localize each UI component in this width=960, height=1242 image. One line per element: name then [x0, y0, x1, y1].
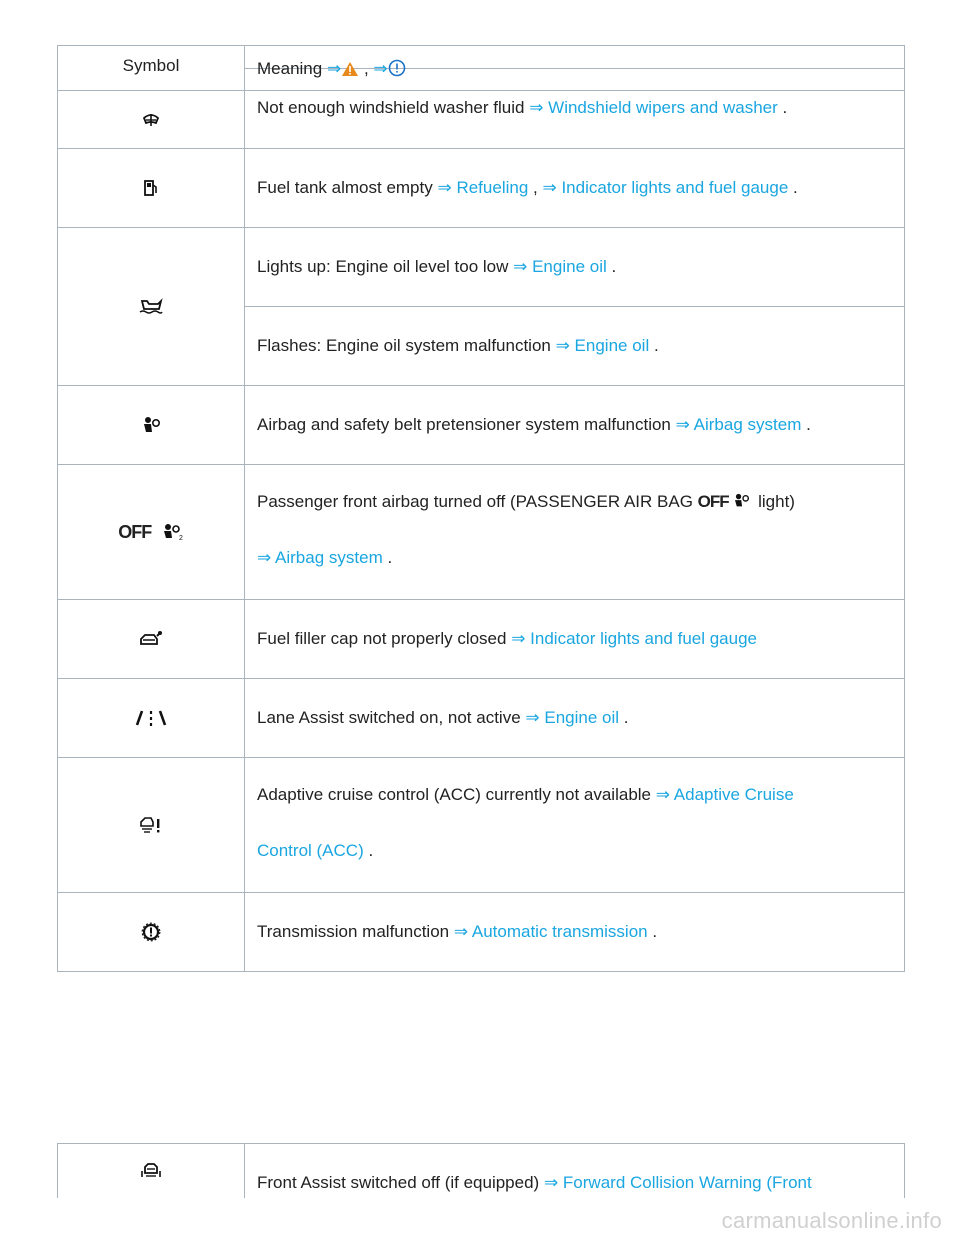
row-suffix: .	[782, 98, 788, 117]
row-suffix: .	[653, 336, 659, 355]
row-text: Transmission malfunction	[257, 922, 450, 941]
symbol-cell	[58, 91, 245, 149]
engine-oil-link[interactable]: ⇒ Engine oil	[525, 708, 620, 727]
meaning-cell	[245, 758, 905, 893]
table-row	[58, 1144, 905, 1198]
front-assist-icon	[140, 1161, 162, 1181]
row-suffix: .	[652, 922, 658, 941]
symbol-header: Symbol	[122, 56, 180, 75]
table-row	[58, 600, 905, 679]
warning-lights-table	[57, 45, 905, 972]
meaning-header	[257, 59, 406, 79]
airbag-link[interactable]: ⇒ Airbag system	[257, 548, 383, 567]
meaning-cell	[245, 679, 905, 758]
symbol-header-cell	[58, 46, 245, 91]
meaning-header-cell	[245, 46, 905, 91]
row-suffix: .	[368, 841, 374, 860]
info-circle-icon	[388, 59, 406, 77]
row-link-line	[257, 840, 904, 862]
lane-assist-icon	[133, 709, 169, 727]
table-row	[58, 893, 905, 972]
table-row	[58, 679, 905, 758]
meaning-cell	[245, 228, 905, 307]
passenger-airbag-icon	[162, 523, 184, 541]
row-separator: ,	[533, 178, 538, 197]
table-row	[58, 149, 905, 228]
washer-link[interactable]: ⇒ Windshield wipers and washer	[529, 98, 778, 117]
table-row	[58, 228, 905, 307]
row-text: Fuel tank almost empty	[257, 178, 433, 197]
info-link-arrow[interactable]: ⇒	[373, 59, 388, 78]
meaning-cell	[245, 386, 905, 465]
row-text: Airbag and safety belt pretensioner system malfunction	[257, 415, 671, 434]
fuel-pump-icon	[143, 179, 159, 197]
symbol-cell	[58, 600, 245, 679]
table-row	[58, 758, 905, 893]
oil-can-icon	[139, 297, 163, 315]
warning-link-arrow[interactable]: ⇒	[326, 59, 342, 78]
fuel-cap-icon	[139, 630, 163, 648]
airbag-link[interactable]: ⇒ Airbag system	[675, 415, 802, 434]
fuel-gauge-link[interactable]: ⇒ Indicator lights and fuel gauge	[542, 178, 789, 197]
symbol-cell	[58, 386, 245, 465]
inline-passenger-airbag-icon	[733, 493, 753, 509]
row-text: Lights up: Engine oil level too low	[257, 257, 509, 276]
row-text: Adaptive cruise control (ACC) currently not available	[257, 785, 652, 804]
acc-unavailable-icon	[139, 816, 163, 834]
acc-link-continued[interactable]: Control (ACC)	[257, 841, 364, 860]
front-assist-link[interactable]: ⇒ Forward Collision Warning (Front	[543, 1173, 812, 1192]
meaning-cell	[245, 465, 905, 600]
table-row	[58, 91, 905, 149]
symbol-cell	[58, 679, 245, 758]
row-suffix: .	[806, 415, 811, 434]
row-text: Lane Assist switched on, not active	[257, 708, 521, 727]
meaning-label: Meaning	[257, 59, 323, 78]
meaning-cell	[245, 91, 905, 149]
row-text: Flashes: Engine oil system malfunction	[257, 336, 551, 355]
fuel-gauge-link[interactable]: ⇒ Indicator lights and fuel gauge	[511, 629, 757, 648]
transmission-icon	[141, 922, 161, 942]
meaning-cell	[245, 893, 905, 972]
row-suffix: .	[793, 178, 798, 197]
symbol-cell	[58, 465, 245, 600]
row-link-line	[257, 547, 904, 569]
refueling-link[interactable]: ⇒ Refueling	[437, 178, 529, 197]
row-suffix: .	[387, 548, 393, 567]
row-text: Passenger front airbag turned off (PASSENGER AIR BAG	[257, 492, 693, 511]
warning-triangle-icon	[341, 61, 359, 77]
engine-oil-link[interactable]: ⇒ Engine oil	[555, 336, 650, 355]
row-text: Not enough windshield washer fluid	[257, 98, 525, 117]
passenger-airbag-off-icon: OFF	[118, 521, 152, 542]
table-header-row	[58, 46, 905, 91]
symbol-cell	[58, 893, 245, 972]
next-page-table	[57, 1143, 905, 1198]
symbol-cell	[58, 149, 245, 228]
row-suffix: .	[623, 708, 629, 727]
engine-oil-link[interactable]: ⇒ Engine oil	[513, 257, 607, 276]
acc-link[interactable]: ⇒ Adaptive Cruise	[655, 785, 794, 804]
table-row	[58, 465, 905, 600]
row-text-end: light)	[758, 492, 795, 511]
row-text: Fuel filler cap not properly closed	[257, 629, 507, 648]
row-text: Front Assist switched off (if equipped)	[257, 1173, 540, 1192]
symbol-cell	[58, 228, 245, 386]
washer-fluid-icon	[142, 111, 160, 127]
svg-text:2: 2	[178, 535, 183, 541]
meaning-cell	[245, 600, 905, 679]
symbol-cell	[58, 1144, 245, 1198]
airbag-icon	[141, 416, 161, 434]
row-suffix: .	[611, 257, 617, 276]
watermark: carmanualsonline.info	[721, 1208, 942, 1233]
meaning-cell	[245, 1144, 905, 1198]
symbol-cell	[58, 758, 245, 893]
header-separator: ,	[363, 59, 369, 78]
meaning-cell	[245, 149, 905, 228]
inline-off-icon: OFF	[697, 492, 729, 511]
transmission-link[interactable]: ⇒ Automatic transmission	[453, 922, 648, 941]
table-row	[58, 386, 905, 465]
meaning-cell	[245, 307, 905, 386]
